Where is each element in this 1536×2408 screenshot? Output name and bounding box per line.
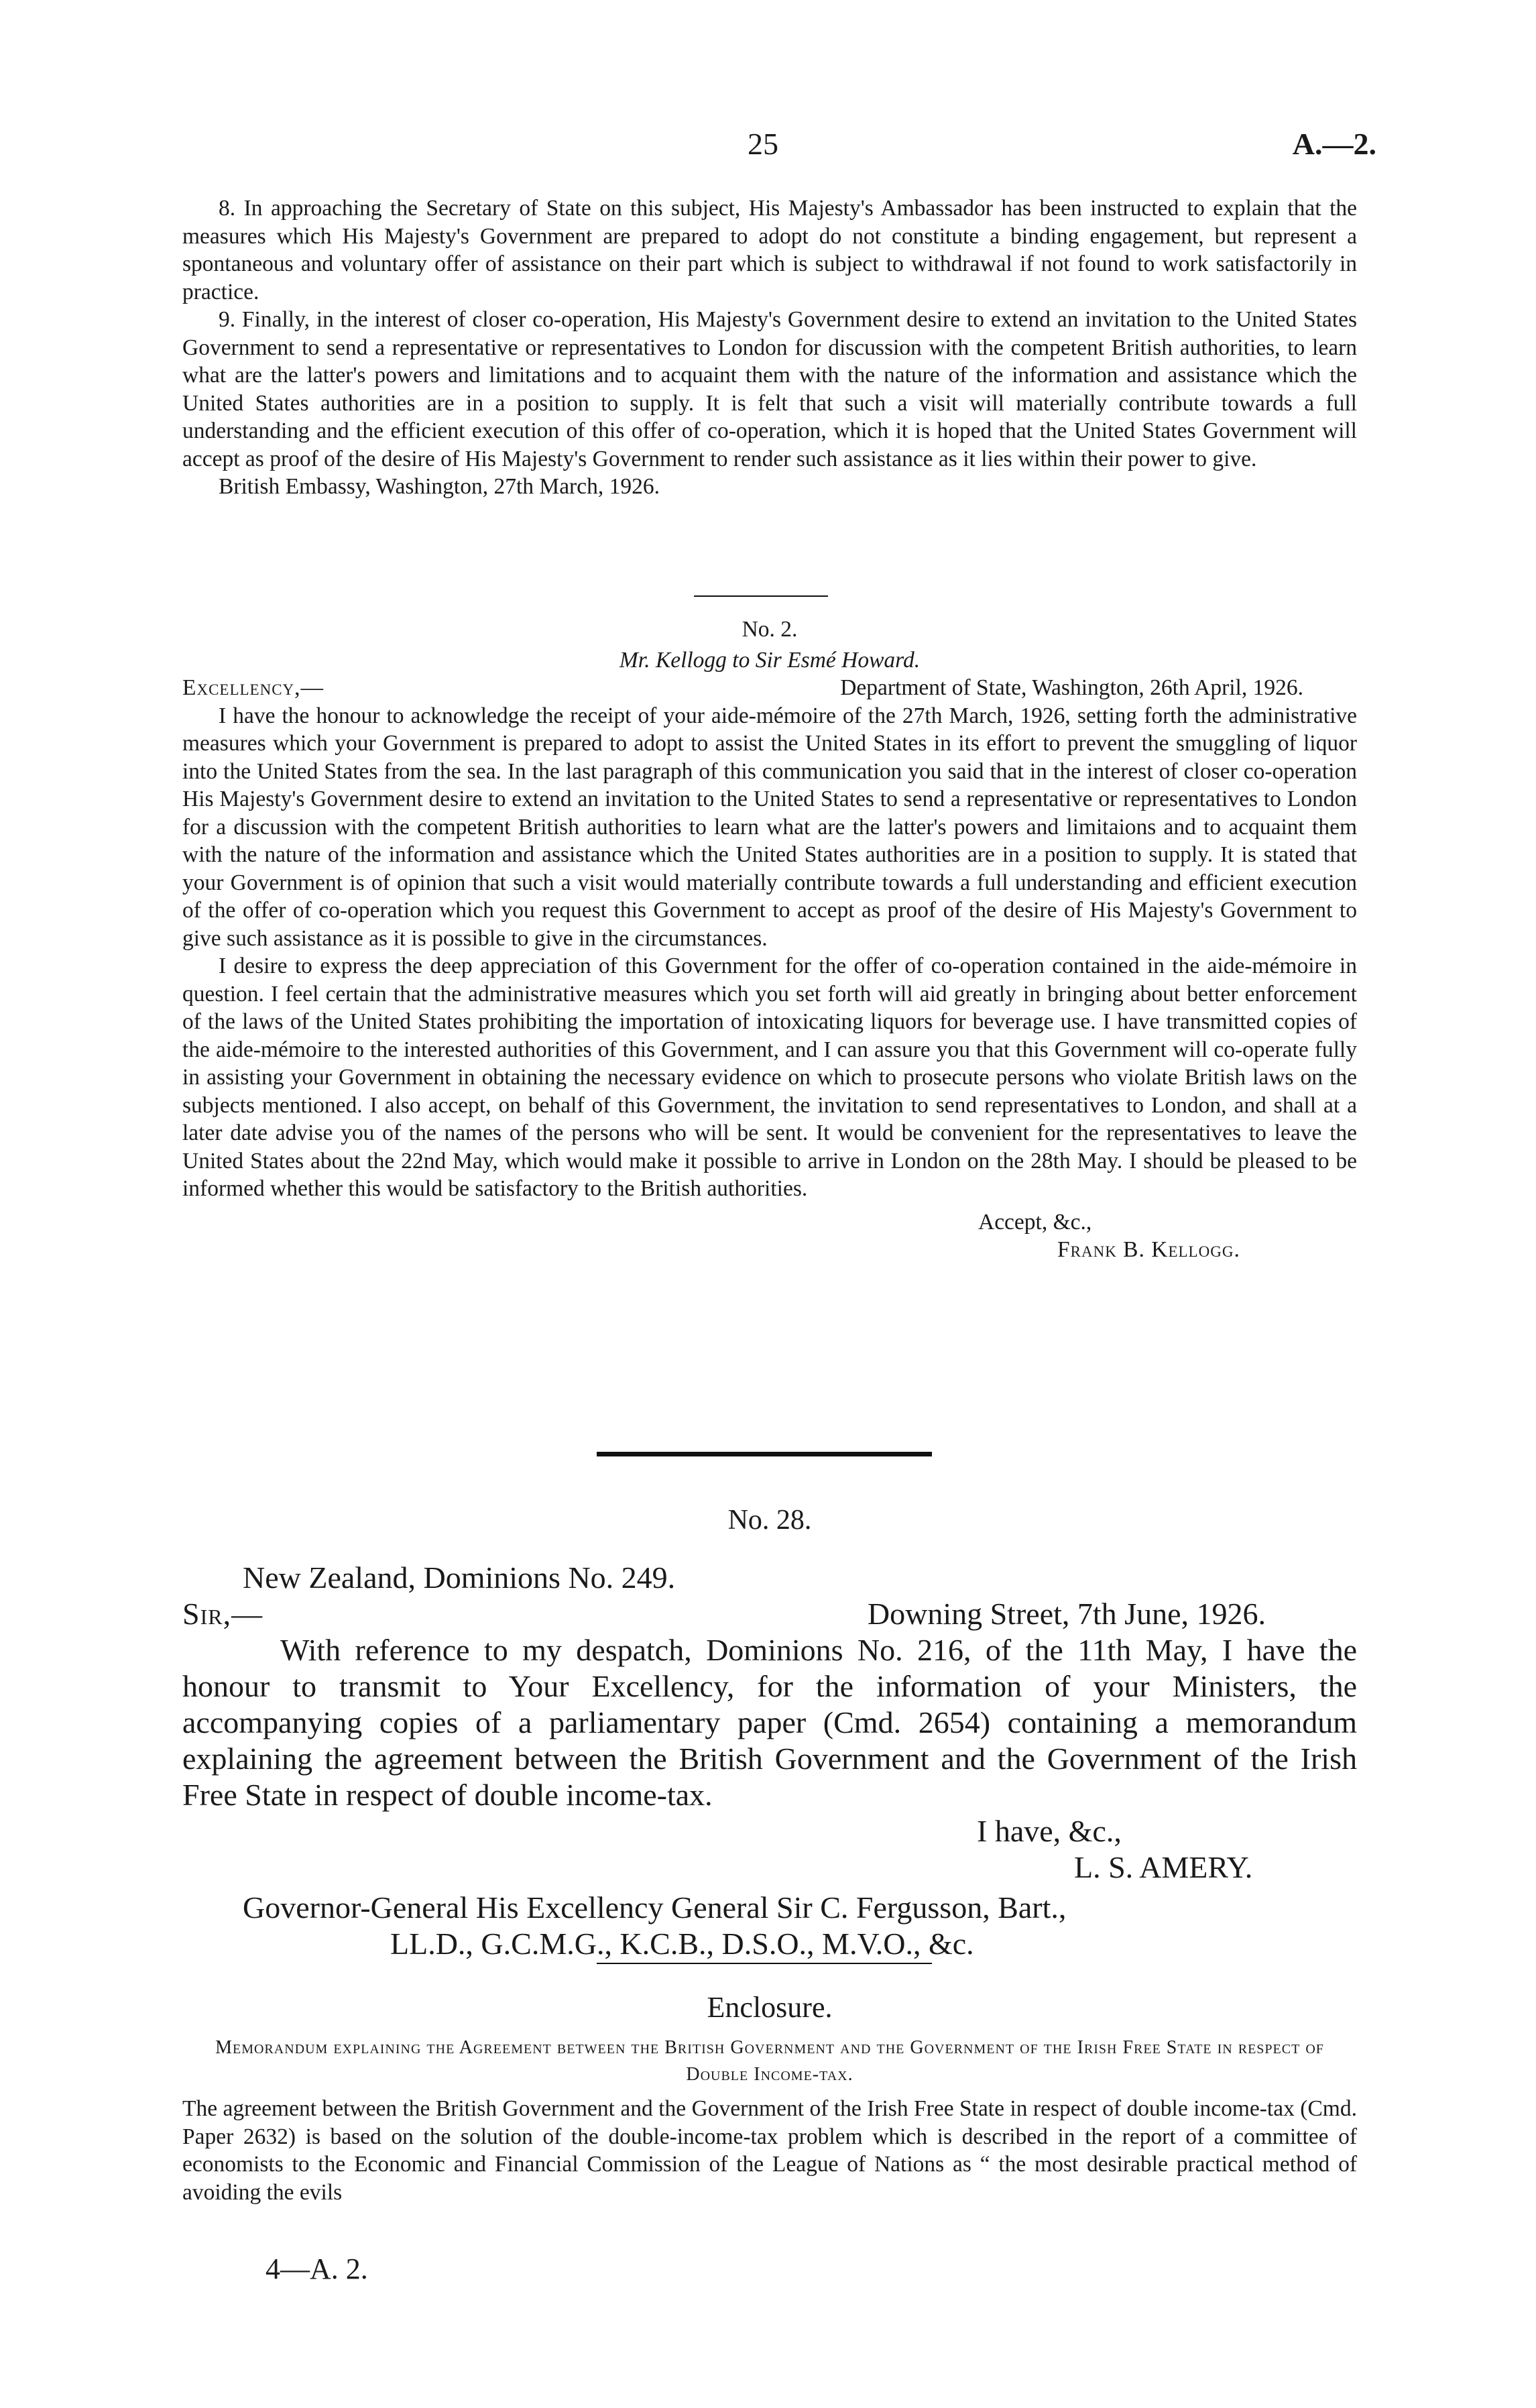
memorandum-heading: Memorandum explaining the Agreement between the British Government and the Government of the Irish Free State in respect of Double Income-tax. [215, 2037, 1324, 2085]
despatch-number: No. 2. [742, 617, 798, 642]
sender-address: Downing Street, 7th June, 1926. [867, 1597, 1266, 1631]
signature-mark: 4—A. 2. [265, 2252, 368, 2285]
despatch-no-2 [182, 616, 1357, 1264]
section-divider [694, 595, 828, 597]
despatch-no-28 [182, 1502, 1357, 1962]
despatch-subtitle: Mr. Kellogg to Sir Esmé Howard. [619, 647, 921, 673]
salutation-line [182, 1596, 1357, 1632]
enclosure-title: Enclosure. [707, 1991, 833, 2024]
salutation-line [182, 674, 1357, 702]
despatch-reference: New Zealand, Dominions No. 249. [243, 1560, 676, 1595]
paragraph-9: 9. Finally, in the interest of closer co-operation, His Majesty's Government desire to extend an invitation to the United States Government to send a representative or representatives to London for discussion with the competent British authorities, to learn what are the latter's powers and limitations and to acquaint them with the nature of the information and assistance which the United States authorities are in a position to supply. It is felt that such a visit will materially contribute towards a full understanding and the efficient execution of this offer of co-operation, which it is hoped that the United States Government will accept as proof of the desire of His Majesty's Government to render such assistance as it lies within their power to give. [182, 307, 1357, 471]
section-divider [597, 1963, 932, 1964]
series-reference: A.—2. [1292, 127, 1376, 161]
embassy-memorandum-continuation [182, 194, 1357, 501]
heavy-divider [597, 1452, 932, 1456]
letter-paragraph-2: I desire to express the deep appreciation of this Government for the offer of co-operation contained in the aide-mémoire in question. I feel certain that the administrative measures which you set forth will aid greatly in bringing about better enforcement of the laws of the United States prohibiting the importation of intoxicating liquors for beverage use. I have transmitted copies of the aide-mémoire to the interested authorities of this Government, and I can assure you that this Government will co-operate fully in assisting your Government in obtaining the necessary evidence on which to prosecute persons who violate British laws on the subjects mentioned. I also accept, on behalf of this Government, the invitation to send representatives to London, and shall at a later date advise you of the names of the persons who will be sent. It would be convenient for the representatives to leave the United States about the 22nd May, which would make it possible to arrive in London on the 28th May. I should be pleased to be informed whether this would be satisfactory to the British authorities. [182, 954, 1357, 1201]
memorandum-body: The agreement between the British Government and the Government of the Irish Free State in respect of double income-tax (Cmd. Paper 2632) is based on the solution of the double-income-tax problem which is described in the report of a committee of economists to the Economic and Financial Commission of the League of Nations as “ the most desirable practical method of avoiding the evils [182, 2096, 1357, 2205]
embassy-signoff: British Embassy, Washington, 27th March, 1926. [219, 474, 660, 499]
salutation: Excellency,— [182, 675, 324, 700]
addressee-line-1: Governor-General His Excellency General Sir C. Fergusson, Bart., [243, 1890, 1067, 1925]
salutation: Sir,— [182, 1597, 263, 1631]
enclosure-section [182, 1989, 1357, 2206]
letter-paragraph-1: I have the honour to acknowledge the receipt of your aide-mémoire of the 27th March, 1926, setting forth the administrative measures which your Government is prepared to adopt to assist the United States in its effort to prevent the smuggling of liquor into the United States from the sea. In the last paragraph of this communication you said that in the interest of closer co-operation His Majesty's Government desire to extend an invitation to the United States to send a representative or representatives to London for a discussion with the competent British authorities to learn what are the latter's powers and limitaions and to acquaint them with the nature of the information and assistance which the United States authorities are in a position to supply. It is stated that your Government is of opinion that such a visit would materially contribute towards a full understanding and efficient execution of the offer of co-operation which you request this Government to accept as proof of the desire of His Majesty's Government to give such assistance as it is possible to give in the circumstances. [182, 703, 1357, 951]
signature: L. S. AMERY. [1074, 1850, 1253, 1884]
despatch-body: With reference to my despatch, Dominions No. 216, of the 11th May, I have the honour to transmit to Your Excellency, for the information of your Ministers, the accompanying copies of a parliamentary paper (Cmd. 2654) containing a memorandum explaining the agreement between the British Government and the Government of the Irish Free State in respect of double income-tax. [182, 1633, 1357, 1812]
sender-address: Department of State, Washington, 26th April, 1926. [840, 675, 1303, 700]
paragraph-8: 8. In approaching the Secretary of State on this subject, His Majesty's Ambassador has been instructed to explain that the measures which His Majesty's Government are prepared to adopt do not constitute a binding engagement, but represent a spontaneous and voluntary offer of assistance on their part which is subject to withdrawal if not found to work satisfactorily in practice. [182, 196, 1357, 304]
page-number: 25 [748, 127, 778, 161]
despatch-number: No. 28. [727, 1505, 812, 1536]
closing: Accept, &c., [978, 1209, 1092, 1235]
signature: Frank B. Kellogg. [1057, 1237, 1240, 1262]
addressee-line-2: LL.D., G.C.M.G., K.C.B., D.S.O., M.V.O., &c. [390, 1927, 974, 1961]
page-header [0, 126, 1536, 166]
closing: I have, &c., [977, 1814, 1122, 1848]
